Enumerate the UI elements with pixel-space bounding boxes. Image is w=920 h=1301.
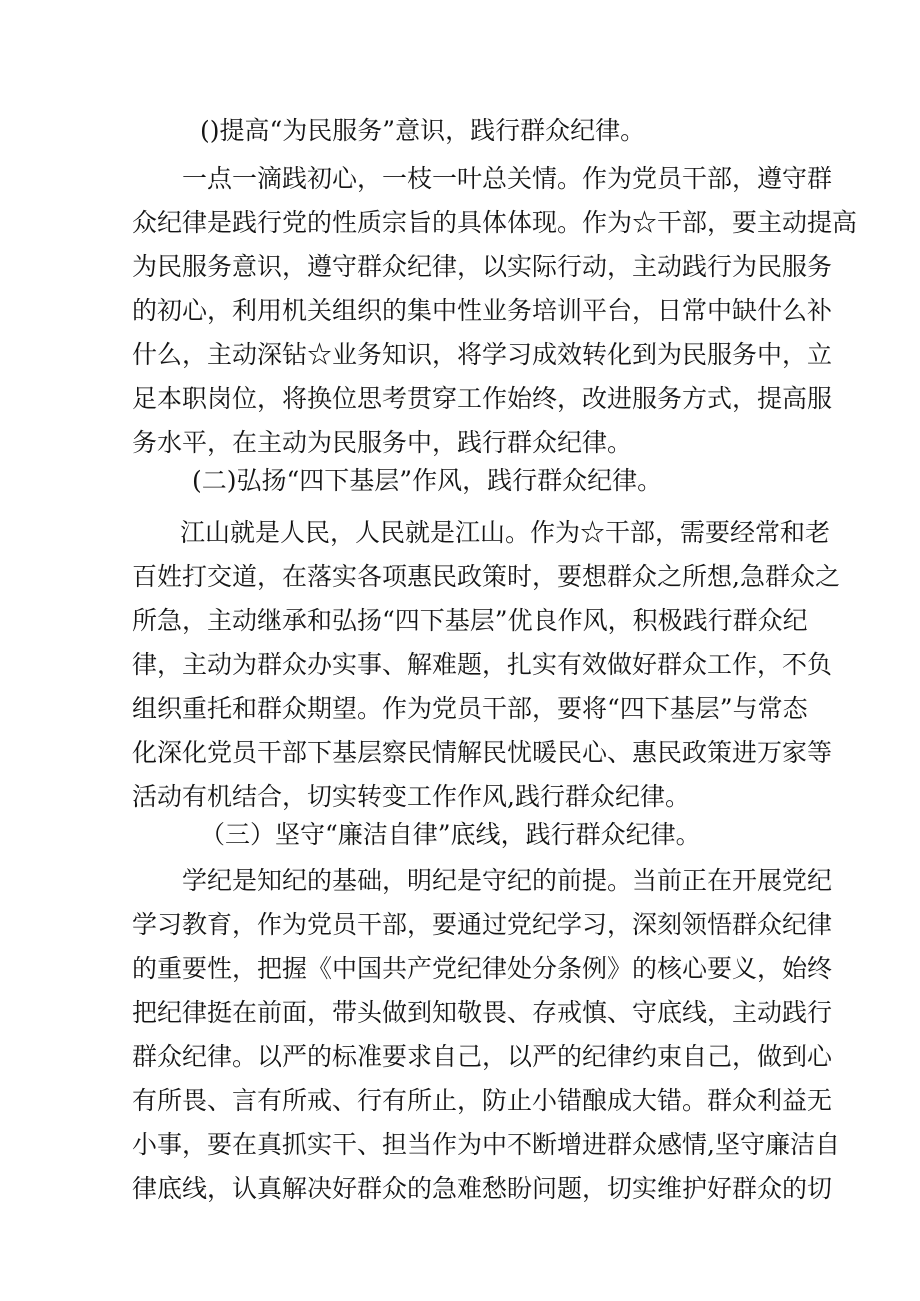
section-heading-1: ()提高“为民服务”意识，践行群众纪律。 <box>200 116 646 145</box>
paragraph-line: 什么，主动深钻☆业务知识，将学习成效转化到为民服务中，立 <box>132 340 833 369</box>
paragraph-line: 众纪律是践行党的性质宗旨的具体体现。作为☆干部，要主动提高 <box>132 208 858 237</box>
paragraph-line: 活动有机结合，切实转变工作作风,践行群众纪律。 <box>132 782 690 811</box>
paragraph-line: 为民服务意识，遵守群众纪律，以实际行动，主动践行为民服务 <box>132 252 833 281</box>
paragraph-line: 务水平，在主动为民服务中，践行群众纪律。 <box>132 428 633 457</box>
paragraph-line: 小事，要在真抓实干、担当作为中不断增进群众感情,坚守廉洁自 <box>132 1130 840 1159</box>
paragraph-line: 足本职岗位，将换位思考贯穿工作始终，改进服务方式，提高服 <box>132 384 833 413</box>
paragraph-line: 江山就是人民，人民就是江山。作为☆干部，需要经常和老 <box>180 518 831 547</box>
paragraph-line: 律，主动为群众办实事、解难题，扎实有效做好群众工作，不负 <box>132 650 833 679</box>
paragraph-line: 学纪是知纪的基础，明纪是守纪的前提。当前正在开展党纪 <box>182 866 833 895</box>
paragraph-line: 学习教育，作为党员干部，要通过党纪学习，深刻领悟群众纪律 <box>132 910 833 939</box>
paragraph-line: 的重要性，把握《中国共产党纪律处分条例》的核心要义，始终 <box>132 954 833 983</box>
paragraph-line: 一点一滴践初心，一枝一叶总关情。作为党员干部，遵守群 <box>182 164 833 193</box>
paragraph-line: 有所畏、言有所戒、行有所止，防止小错酿成大错。群众利益无 <box>132 1086 833 1115</box>
paragraph-line: 化深化党员干部下基层察民情解民忧暖民心、惠民政策进万家等 <box>132 738 833 767</box>
paragraph-line: 把纪律挺在前面，带头做到知敬畏、存戒慎、守底线，主动践行 <box>132 998 833 1027</box>
section-heading-3: （三）坚守“廉洁自律”底线，践行群众纪律。 <box>200 820 701 849</box>
paragraph-line: 组织重托和群众期望。作为党员干部，要将“四下基层”与常态 <box>132 694 808 723</box>
paragraph-line: 的初心，利用机关组织的集中性业务培训平台，日常中缺什么补 <box>132 296 833 325</box>
paragraph-line: 群众纪律。以严的标准要求自己，以严的纪律约束自己，做到心 <box>132 1042 833 1071</box>
paragraph-line: 律底线，认真解决好群众的急难愁盼问题，切实维护好群众的切 <box>132 1174 833 1203</box>
section-heading-2: (二)弘扬“四下基层”作风，践行群众纪律。 <box>192 466 663 495</box>
paragraph-line: 所急，主动继承和弘扬“四下基层”优良作风，积极践行群众纪 <box>132 606 808 635</box>
paragraph-line: 百姓打交道，在落实各项惠民政策时，要想群众之所想,急群众之 <box>132 562 840 591</box>
